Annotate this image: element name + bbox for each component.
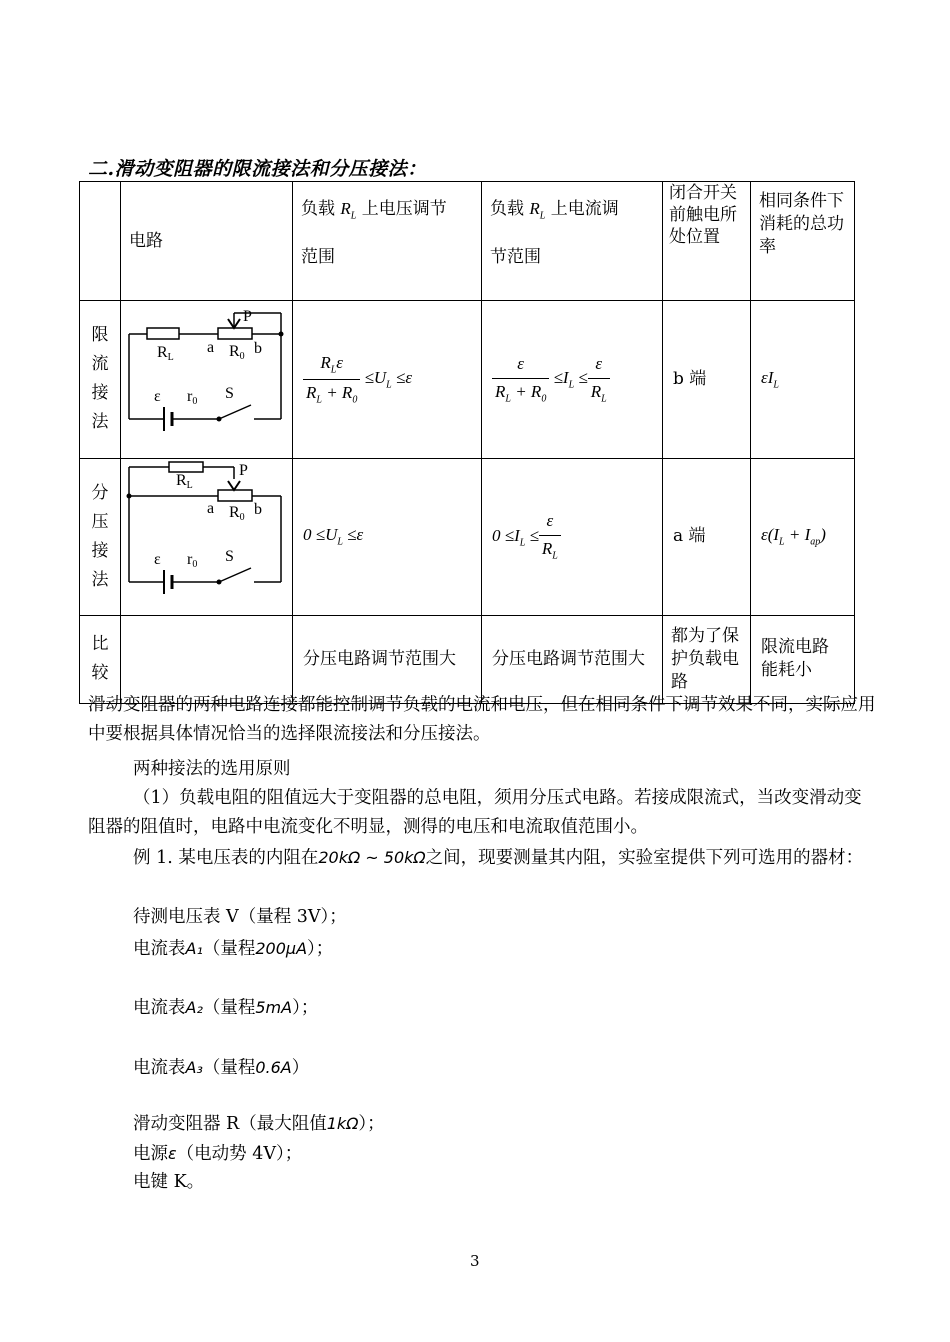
paragraph-intro: 滑动变阻器的两种电路连接都能控制调节负载的电流和电压，但在相同条件下调节效果不同，实际应用中要根据具体情况恰当的选择限流接法和分压接法。: [88, 695, 876, 744]
paragraph-rule-1: （1）负载电阻的阻值远大于变阻器的总电阻，须用分压式电路。若接成限流式，当改变滑动变阻器的阻值时，电路中电流变化不明显，测得的电压和电流取值范围小。: [88, 788, 862, 837]
compare-switch: 都为了保护负载电路: [663, 615, 751, 703]
compare-power: 限流电路能耗小: [751, 615, 855, 703]
label-S: S: [225, 385, 234, 402]
svg-text:P: P: [239, 461, 248, 479]
circuit-limit-diagram: [121, 301, 293, 459]
paragraph-principle: 两种接法的选用原则: [133, 759, 291, 779]
svg-text:RL: RL: [176, 471, 193, 491]
label-a: a: [207, 339, 215, 356]
equip-voltmeter: 待测电压表 V（量程 3V）；: [133, 907, 347, 927]
equip-ammeter-1: 电流表A₁（量程200μA）；: [133, 939, 334, 959]
svg-text:r0: r0: [187, 550, 198, 570]
limit-voltage-range: $\frac{R_L\varepsilon}{R_L + R_0}$ $\le U_L \le\varepsilon$: [293, 301, 482, 459]
equip-key: 电键 K。: [133, 1172, 205, 1192]
header-total-power: 相同条件下消耗的总功率: [751, 182, 855, 301]
comparison-table: [79, 181, 855, 704]
circuit-divider-diagram: [121, 458, 293, 615]
page-number: 3: [470, 1252, 480, 1270]
label-b: b: [254, 340, 262, 357]
divider-current-range: $0 \le I_L$ ≤ $\frac{\varepsilon}{R_L}$: [482, 458, 663, 615]
limit-circuit-svg: [121, 301, 292, 451]
label-P: P: [243, 308, 252, 325]
row-label-compare: 比 较: [80, 615, 121, 703]
compare-current: 分压电路调节范围大: [482, 615, 663, 703]
label-r0: r0: [187, 388, 198, 407]
row-voltage-divider: [80, 458, 855, 615]
table-header-row: [80, 182, 855, 301]
divider-circuit-svg: [121, 459, 292, 608]
compare-voltage: 分压电路调节范围大: [293, 615, 482, 703]
header-voltage-range: 负载 $R_L$ 上电压调节 范围: [293, 182, 482, 301]
svg-text:a: a: [207, 499, 215, 517]
limit-current-range: $\frac{\varepsilon}{R_L + R_0}$ $\le I_L$ ≤ $\frac{\varepsilon}{R_L}$: [482, 301, 663, 459]
equip-ammeter-3: 电流表A₃（量程0.6A）: [133, 1058, 310, 1078]
corner-cell: [80, 182, 121, 301]
row-label-limit: 限 流 接 法: [80, 301, 121, 459]
header-switch-position: 闭合开关前触电所处位置: [663, 182, 751, 301]
header-current-range: 负载 $R_L$ 上电流调 节范围: [482, 182, 663, 301]
divider-voltage-range: $0 \le U_L \le\varepsilon$: [293, 458, 482, 615]
equip-source: 电源ε（电动势 4V）；: [133, 1144, 303, 1164]
paragraph-example: 例 1. 某电压表的内阻在20kΩ ~ 50kΩ之间，现要测量其内阻，实验室提供下列可选用的器材：: [133, 848, 864, 868]
header-circuit: 电路: [121, 182, 293, 301]
limit-switch-position: b 端: [663, 301, 751, 459]
equip-rheostat: 滑动变阻器 R（最大阻值1kΩ）；: [133, 1114, 385, 1134]
divider-total-power: $\varepsilon(I_L + I_{ap})$: [751, 458, 855, 615]
limit-total-power: $\varepsilon I_L$: [751, 301, 855, 459]
svg-text:R0: R0: [229, 503, 245, 523]
label-RL: RL: [157, 344, 174, 363]
svg-text:S: S: [225, 547, 234, 565]
section-heading: 二.滑动变阻器的限流接法和分压接法：: [88, 158, 427, 180]
equip-ammeter-2: 电流表A₂（量程5mA）；: [133, 998, 319, 1018]
svg-text:ε: ε: [154, 550, 161, 568]
svg-text:b: b: [254, 500, 262, 518]
divider-switch-position: a 端: [663, 458, 751, 615]
label-emf: ε: [154, 388, 161, 405]
label-R0: R0: [229, 343, 245, 362]
row-label-divider: 分 压 接 法: [80, 458, 121, 615]
row-current-limiting: [80, 301, 855, 459]
